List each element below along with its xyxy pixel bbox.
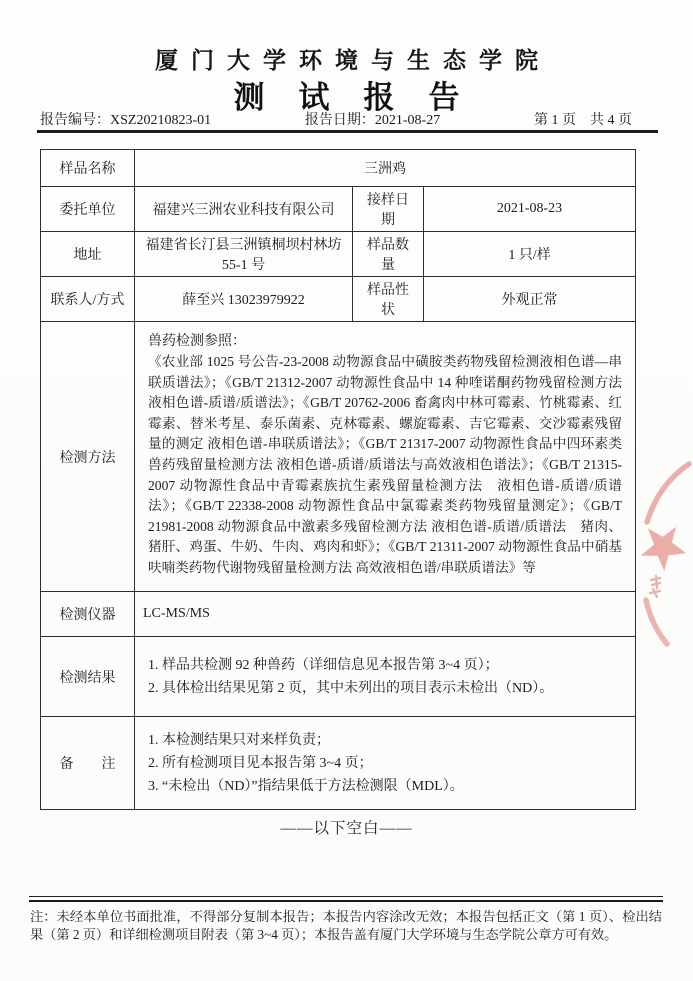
condition-label: 样品性状 xyxy=(353,277,424,322)
instrument-value: LC-MS/MS xyxy=(135,592,636,637)
footer-note: 注：未经本单位书面批准，不得部分复制本报告；本报告内容涂改无效；本报告包括正文（第 1 页）、检出结果（第 2 页）和详细检测项目附表（第 3~4 页）；本报告盖有厦门大学环境与生态学院公章方可有效。 xyxy=(30,909,662,942)
results-item: 1. 样品共检测 92 种兽药（详细信息见本报告第 3~4 页）； xyxy=(148,657,499,673)
quantity-value: 1 只/样 xyxy=(424,232,636,277)
method-body: 《农业部 1025 号公告-23-2008 动物源食品中磺胺类药物残留检测液相色谱—串联质谱法》；《GB/T 21312-2007 动物源性食品中 14 种喹诺酮药物残留检测方法 液相色谱-质谱/质谱法》；《GB/T 20762-2006 畜禽肉中林可霉素、竹桃霉素、红霉素、替米考星、泰乐菌素、克林霉素、螺旋霉素、吉它霉素、交沙霉素残留量的测定 液相色谱-串联质谱法》；《GB/T 21317-2007 动物源性食品中四环素类兽药残留量检测方法 液相色谱-质谱/质谱法与高效液相色谱法》；《GB/T 21315-2007 动物源性食品中青霉素族抗生素残留量检测方法 液相色谱-质谱/质谱法》；《GB/T 22338-2008 动物源性食品中氯霉素类药物残留量测定》；《GB/T 21981-2008 动物源食品中激素多残留检测方法 液相色谱-质谱/质谱法 猪肉、猪肝、鸡蛋、牛奶、牛肉、鸡肉和虾》；《GB/T 21311-2007 动物源性食品中硝基呋喃类药物代谢物残留量检测方法 高效液相色谱/串联质谱法》等 xyxy=(148,354,623,575)
table-row xyxy=(41,717,636,810)
instrument-label: 检测仪器 xyxy=(41,592,135,637)
remarks-item: 1. 本检测结果只对来样负责； xyxy=(148,732,330,748)
report-table xyxy=(40,149,636,810)
client-value: 福建兴三洲农业科技有限公司 xyxy=(135,187,353,232)
contact-value: 薛至兴 13023979922 xyxy=(135,277,353,322)
table-row xyxy=(41,322,636,592)
address-label: 地址 xyxy=(41,232,135,277)
remarks-label: 备 注 xyxy=(41,717,135,810)
remarks-cell xyxy=(135,717,636,810)
results-item: 2. 具体检出结果见第 2 页，其中未列出的项目表示未检出（ND）。 xyxy=(148,680,554,696)
method-label: 检测方法 xyxy=(41,322,135,592)
table-row xyxy=(41,637,636,717)
results-cell xyxy=(135,637,636,717)
below-blank-marker: ——以下空白—— xyxy=(280,820,413,837)
page-indicator: 第 1 页 共 4 页 xyxy=(533,113,632,128)
report-title: 测试报告 xyxy=(233,80,494,115)
sample-name-value: 三洲鸡 xyxy=(135,150,636,187)
method-cell xyxy=(135,322,636,592)
report-date xyxy=(305,109,440,129)
results-label: 检测结果 xyxy=(41,637,135,717)
table-row xyxy=(41,187,636,232)
sample-name-label: 样品名称 xyxy=(41,150,135,187)
report-number-label: 报告编号： xyxy=(40,113,110,128)
condition-value: 外观正常 xyxy=(424,277,636,322)
address-value: 福建省长汀县三洲镇桐坝村林坊 55-1 号 xyxy=(135,232,353,277)
table-row xyxy=(41,150,636,187)
report-number-value: XSZ20210823-01 xyxy=(110,113,212,128)
table-row xyxy=(41,592,636,637)
report-meta-row xyxy=(40,109,632,129)
table-row xyxy=(41,277,636,322)
organization-title: 厦门大学环境与生态学院 xyxy=(155,48,551,73)
receive-date-label: 接样日期 xyxy=(353,187,424,232)
client-label: 委托单位 xyxy=(41,187,135,232)
remarks-item: 2. 所有检测项目见本报告第 3~4 页； xyxy=(148,755,373,771)
quantity-label: 样品数量 xyxy=(353,232,424,277)
header-rule xyxy=(37,130,658,133)
footer-rule xyxy=(29,896,663,902)
contact-label: 联系人/方式 xyxy=(41,277,135,322)
report-date-value: 2021-08-27 xyxy=(374,113,441,128)
method-intro: 兽药检测参照： xyxy=(148,334,246,349)
table-row xyxy=(41,232,636,277)
receive-date-value: 2021-08-23 xyxy=(424,187,636,232)
report-number xyxy=(40,109,211,129)
remarks-item: 3. “未检出（ND）”指结果低于方法检测限（MDL）。 xyxy=(148,778,464,794)
report-date-label: 报告日期： xyxy=(304,113,375,128)
